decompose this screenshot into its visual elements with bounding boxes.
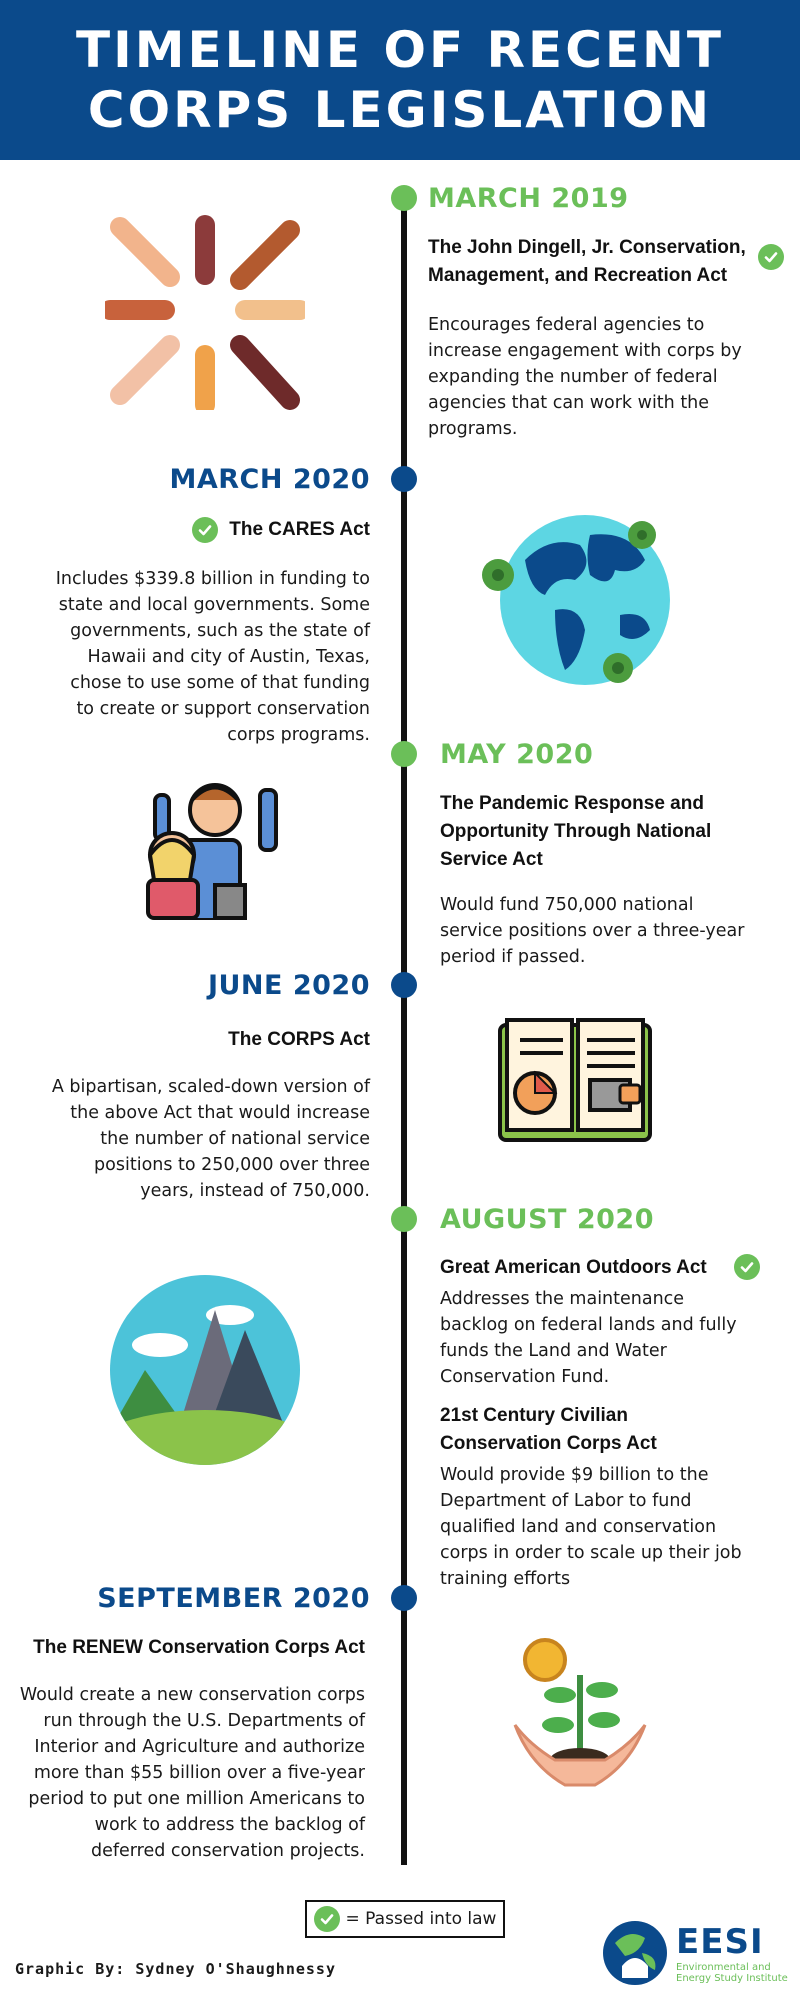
passed-check-icon bbox=[314, 1906, 340, 1932]
act-description-21st-century-civilian-corps: Would provide $9 billion to the Department of Labor to fund qualified land and conservation corps in order to scale up their job training efforts bbox=[440, 1465, 742, 1589]
diverse-hands-circle-illustration bbox=[105, 215, 305, 410]
event-date-september-2020: SEPTEMBER 2020 bbox=[97, 1583, 370, 1614]
hands-holding-plant-coin-illustration bbox=[510, 1635, 650, 1810]
open-report-book-illustration bbox=[495, 1015, 655, 1145]
legend-passed-into-law bbox=[305, 1900, 505, 1938]
timeline-dot-august-2020 bbox=[391, 1206, 417, 1232]
act-title-great-american-outdoors: Great American Outdoors Act bbox=[440, 1257, 707, 1278]
eesi-logo-name: EESI bbox=[676, 1922, 764, 1962]
legend-label: = Passed into law bbox=[345, 1909, 497, 1929]
timeline-dot-march-2019 bbox=[391, 185, 417, 211]
eesi-logo-subtitle: Environmental and Energy Study Institute bbox=[676, 1962, 788, 1984]
timeline-line bbox=[401, 190, 407, 1865]
act-description-renew: Would create a new conservation corps run through the U.S. Departments of Interior and Agriculture and authorize more than $55 billion over a five-year period to put one million Americans to work to address the backlog of deferred conservation projects. bbox=[19, 1685, 365, 1861]
act-title-renew: The RENEW Conservation Corps Act bbox=[33, 1637, 365, 1658]
header-banner bbox=[0, 0, 800, 160]
event-date-march-2019: MARCH 2019 bbox=[428, 183, 629, 214]
graphic-credit: Graphic By: Sydney O'Shaughnessy bbox=[15, 1960, 336, 1978]
timeline-dot-march-2020 bbox=[391, 466, 417, 492]
globe-with-virus-illustration bbox=[470, 505, 685, 695]
event-date-march-2020: MARCH 2020 bbox=[169, 464, 370, 495]
act-title-cares: The CARES Act bbox=[229, 519, 370, 540]
passed-check-icon bbox=[192, 517, 218, 543]
passed-check-icon bbox=[758, 244, 784, 270]
act-description-great-american-outdoors: Addresses the maintenance backlog on federal lands and fully funds the Land and Water Conservation Fund. bbox=[440, 1289, 737, 1387]
cheering-people-illustration bbox=[130, 770, 290, 920]
event-date-may-2020: MAY 2020 bbox=[440, 739, 594, 770]
act-title-corps: The CORPS Act bbox=[228, 1029, 370, 1050]
act-title-pandemic-response: The Pandemic Response and Opportunity Through National Service Act bbox=[440, 793, 712, 870]
act-description-pandemic-response: Would fund 750,000 national service positions over a three-year period if passed. bbox=[440, 895, 745, 967]
act-title-dingell: The John Dingell, Jr. Conservation, Management, and Recreation Act bbox=[428, 237, 746, 286]
act-description-cares: Includes $339.8 billion in funding to state and local governments. Some governments, such as the state of Hawaii and city of Austin, Texas, chose to use some of that funding to create or support conservation corps programs. bbox=[55, 569, 370, 745]
act-title-21st-century-civilian-corps: 21st Century Civilian Conservation Corps Act bbox=[440, 1405, 657, 1454]
passed-check-icon bbox=[734, 1254, 760, 1280]
timeline-dot-june-2020 bbox=[391, 972, 417, 998]
act-description-corps: A bipartisan, scaled-down version of the above Act that would increase the number of national service positions to 250,000 over three years, instead of 750,000. bbox=[51, 1077, 370, 1201]
event-date-june-2020: JUNE 2020 bbox=[207, 970, 370, 1001]
act-description-dingell: Encourages federal agencies to increase engagement with corps by expanding the number of federal agencies that can work with the programs. bbox=[428, 315, 742, 439]
timeline-dot-september-2020 bbox=[391, 1585, 417, 1611]
page-title-line-2: CORPS LEGISLATION bbox=[87, 81, 713, 139]
event-date-august-2020: AUGUST 2020 bbox=[440, 1204, 654, 1235]
mountain-landscape-illustration bbox=[105, 1270, 305, 1470]
page-title-line-1: TIMELINE OF RECENT bbox=[75, 21, 725, 79]
eesi-globe-capitol-icon bbox=[600, 1918, 670, 1988]
timeline-dot-may-2020 bbox=[391, 741, 417, 767]
